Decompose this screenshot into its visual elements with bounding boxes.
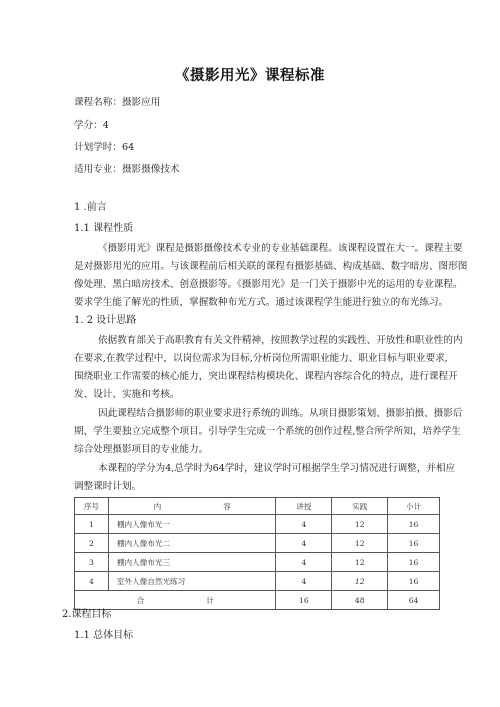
paragraph-line: 期，学生要独立完成整个项目。引导学生完成一个系统的创作过程,整合所学所知，培养学生 <box>74 426 461 437</box>
subsection-overall-goals-heading: 1.1 总体目标 <box>74 630 134 641</box>
header-subtotal: 小计 <box>388 498 440 515</box>
total-label-b: 计 <box>206 595 214 605</box>
table-header-row <box>75 498 440 515</box>
row-lecture: 4 <box>276 553 332 572</box>
header-no: 序号 <box>75 498 109 515</box>
subsection-nature-heading: 1.1 课程性质 <box>74 223 134 234</box>
total-subtotal: 64 <box>388 591 440 610</box>
section-preface-heading: 1 .前言 <box>74 202 107 213</box>
row-no: 2 <box>75 534 109 553</box>
row-content: 棚内人像布光三 <box>108 553 276 572</box>
paragraph-line: 围绕职业工作需要的核心能力，突出课程结构模块化、课程内容综合化的特点，进行课程开 <box>74 371 458 382</box>
course-major: 适用专业：摄影摄像技术 <box>74 164 180 175</box>
row-no: 3 <box>75 553 109 572</box>
paragraph-line: 《摄影用光》课程是摄影摄像技术专业的专业基础课程。该课程设置在大一。课程主要 <box>98 243 463 254</box>
paragraph-line: 本课程的学分为4,总学时为64学时，建议学时可根据学生学习情况进行调整，并相应 <box>98 463 456 474</box>
row-subtotal: 16 <box>388 534 440 553</box>
header-content-b: 容 <box>223 501 231 511</box>
paragraph-line: 发、设计、实施和考核。 <box>74 389 180 400</box>
row-subtotal: 16 <box>388 572 440 591</box>
row-content: 棚内人像布光二 <box>108 534 276 553</box>
paragraph-line: 调整课时计划。 <box>74 481 142 492</box>
header-lecture: 讲授 <box>276 498 332 515</box>
row-no: 4 <box>75 572 109 591</box>
row-lecture: 4 <box>276 515 332 534</box>
course-name: 课程名称：摄影应用 <box>74 97 161 108</box>
table-row <box>75 534 440 553</box>
subsection-design-heading: 1. 2 设计思路 <box>74 315 137 326</box>
paragraph-line: 是对摄影用光的应用。与该课程前后相关联的课程有摄影基础、构成基础、数字暗房、图形图 <box>74 261 468 272</box>
row-practice: 12 <box>332 553 388 572</box>
paragraph-line: 在要求,在教学过程中，以岗位需求为目标,分析岗位所需职业能力、职业目标与职业要求, <box>74 353 448 364</box>
course-hours: 计划学时：64 <box>74 142 135 153</box>
total-label <box>75 591 276 610</box>
row-practice: 12 <box>332 534 388 553</box>
row-content: 棚内人像布光一 <box>108 515 276 534</box>
header-content-a: 内 <box>153 501 162 511</box>
table-row <box>75 515 440 534</box>
row-subtotal: 16 <box>388 553 440 572</box>
row-lecture: 4 <box>276 534 332 553</box>
row-practice: 12 <box>332 572 388 591</box>
header-content <box>108 498 276 515</box>
row-subtotal: 16 <box>388 515 440 534</box>
paragraph-line: 综合处理摄影项目的专业能力。 <box>74 444 209 455</box>
table-row <box>75 572 440 591</box>
paragraph-line: 像处理、黑白暗房技术、创意摄影等。《摄影用光》是一门关于摄影中光的运用的专业课程。 <box>74 279 463 290</box>
row-practice: 12 <box>332 515 388 534</box>
paragraph-line: 因此课程结合摄影师的职业要求进行系统的训练。从项目摄影策划、摄影拍摄、摄影后 <box>98 408 463 419</box>
row-lecture: 4 <box>276 572 332 591</box>
total-practice: 48 <box>332 591 388 610</box>
section-goals-heading: 2.课程目标 <box>62 609 112 620</box>
paragraph-line: 要求学生能了解光的性质，掌握数种布光方式。通过该课程学生能进行独立的布光练习。 <box>74 297 449 308</box>
row-no: 1 <box>75 515 109 534</box>
row-content: 室外人像自然光练习 <box>108 572 276 591</box>
total-label-a: 合 <box>136 595 145 605</box>
paragraph-line: 依据教育部关于高职教育有关文件精神，按照教学过程的实践性、开放性和职业性的内 <box>98 335 463 346</box>
table-total-row <box>75 591 440 610</box>
total-lecture: 16 <box>276 591 332 610</box>
course-credits: 学分：4 <box>74 120 109 131</box>
table-row <box>75 553 440 572</box>
page-title: 《摄影用光》课程标准 <box>175 68 325 84</box>
header-practice: 实践 <box>332 498 388 515</box>
course-hours-table <box>74 497 440 610</box>
